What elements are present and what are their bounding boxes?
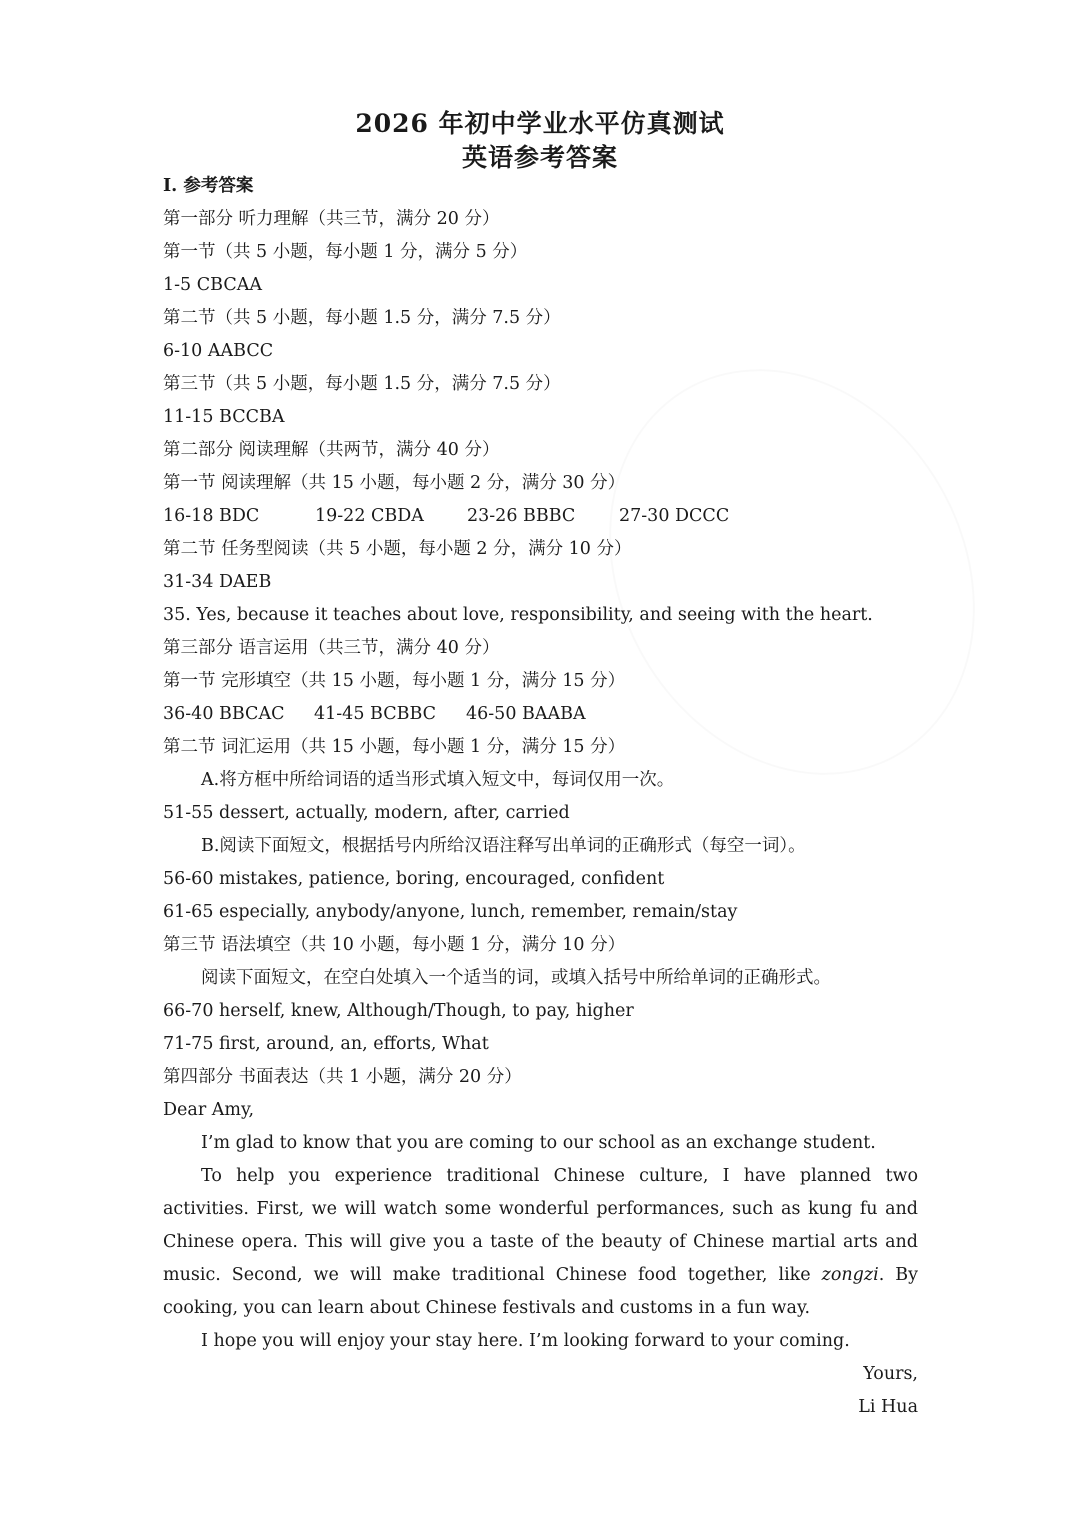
part3-section1-answers bbox=[163, 698, 918, 731]
answer-group: 16-18 BDC bbox=[163, 506, 260, 526]
part4-header: 第四部分 书面表达（共 1 小题，满分 20 分） bbox=[163, 1067, 522, 1087]
question-35-answer: 35. Yes, because it teaches about love, responsibility, and seeing with the heart. bbox=[163, 605, 873, 625]
answer-group: 27-30 DCCC bbox=[619, 506, 730, 526]
part1-section3-answers: 11-15 BCCBA bbox=[163, 407, 285, 427]
part2-section1-header: 第一节 阅读理解（共 15 小题，每小题 2 分，满分 30 分） bbox=[163, 473, 626, 493]
answer-group: 23-26 BBBC bbox=[467, 506, 576, 526]
part3-section2a-instruction: A.将方框中所给词语的适当形式填入短文中，每词仅用一次。 bbox=[201, 770, 675, 790]
part3-section3-answers-2: 71-75 first, around, an, efforts, What bbox=[163, 1034, 489, 1054]
letter-italic-word: zongzi bbox=[821, 1265, 879, 1285]
section-heading: I. 参考答案 bbox=[163, 176, 254, 196]
answer-group: 36-40 BBCAC bbox=[163, 704, 285, 724]
letter-paragraph-3: I hope you will enjoy your stay here. I’m looking forward to your coming. bbox=[201, 1331, 850, 1351]
part3-section2b-instruction: B.阅读下面短文，根据括号内所给汉语注释写出单词的正确形式（每空一词）。 bbox=[201, 836, 806, 856]
letter-paragraph-2-start: To help you experience traditional Chinese culture, I have planned two activities. First, we will watch some wonderful performances, such as kung fu and Chinese opera. This will give you a taste of the beauty of Chinese martial arts and music. Second, we will make traditional Chinese food together, like bbox=[163, 1166, 918, 1285]
part3-section3-instruction: 阅读下面短文，在空白处填入一个适当的词，或填入括号中所给单词的正确形式。 bbox=[201, 968, 831, 988]
part3-section2b-answers-2: 61-65 especially, anybody/anyone, lunch, remember, remain/stay bbox=[163, 902, 738, 922]
part2-section1-answers bbox=[163, 500, 918, 533]
letter-closing: Yours, bbox=[863, 1364, 918, 1384]
part3-section2b-answers-1: 56-60 mistakes, patience, boring, encouraged, confident bbox=[163, 869, 665, 889]
exam-subtitle: 英语参考答案 bbox=[461, 143, 618, 172]
part3-section2a-answers: 51-55 dessert, actually, modern, after, carried bbox=[163, 803, 570, 823]
answer-group: 46-50 BAABA bbox=[466, 704, 586, 724]
letter-greeting: Dear Amy, bbox=[163, 1100, 255, 1120]
part3-header: 第三部分 语言运用（共三节，满分 40 分） bbox=[163, 638, 500, 658]
part2-header: 第二部分 阅读理解（共两节，满分 40 分） bbox=[163, 440, 500, 460]
letter-paragraph-2-end: . By cooking, you can learn about Chinese festivals and customs in a fun way. bbox=[163, 1265, 918, 1318]
part2-section2-answers: 31-34 DAEB bbox=[163, 572, 272, 592]
part3-section1-header: 第一节 完形填空（共 15 小题，每小题 1 分，满分 15 分） bbox=[163, 671, 626, 691]
answer-group: 19-22 CBDA bbox=[315, 506, 424, 526]
part1-section2-header: 第二节（共 5 小题，每小题 1.5 分，满分 7.5 分） bbox=[163, 308, 561, 328]
answer-group: 41-45 BCBBC bbox=[314, 704, 437, 724]
answer-content bbox=[163, 170, 918, 1424]
part1-section3-header: 第三节（共 5 小题，每小题 1.5 分，满分 7.5 分） bbox=[163, 374, 561, 394]
part1-section1-header: 第一节（共 5 小题，每小题 1 分，满分 5 分） bbox=[163, 242, 528, 262]
part3-section2-header: 第二节 词汇运用（共 15 小题，每小题 1 分，满分 15 分） bbox=[163, 737, 626, 757]
part1-section1-answers: 1-5 CBCAA bbox=[163, 275, 262, 295]
part3-section3-header: 第三节 语法填空（共 10 小题，每小题 1 分，满分 10 分） bbox=[163, 935, 626, 955]
letter-paragraph-2 bbox=[163, 1160, 918, 1325]
letter-signature: Li Hua bbox=[858, 1397, 918, 1417]
part3-section3-answers-1: 66-70 herself, knew, Although/Though, to pay, higher bbox=[163, 1001, 634, 1021]
part1-section2-answers: 6-10 AABCC bbox=[163, 341, 274, 361]
part2-section2-header: 第二节 任务型阅读（共 5 小题，每小题 2 分，满分 10 分） bbox=[163, 539, 632, 559]
exam-title: 2026 年初中学业水平仿真测试 bbox=[355, 109, 725, 138]
part1-header: 第一部分 听力理解（共三节，满分 20 分） bbox=[163, 209, 500, 229]
letter-paragraph-1: I’m glad to know that you are coming to our school as an exchange student. bbox=[201, 1133, 876, 1153]
